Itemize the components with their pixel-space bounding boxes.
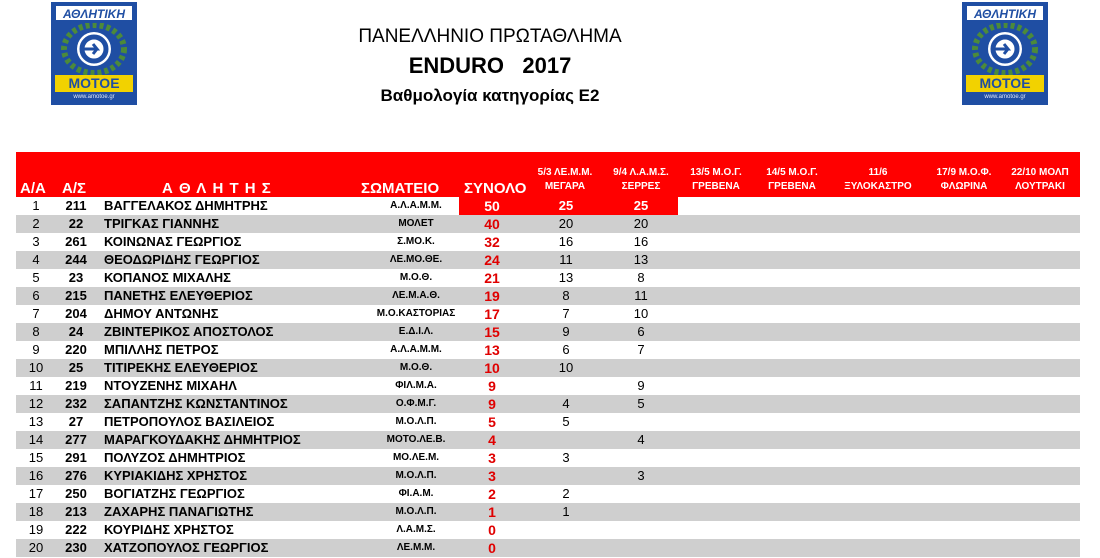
- cell-position: 1: [32, 198, 40, 213]
- cell-club: Μ.Ο.Θ.: [399, 362, 433, 373]
- cell-position: 7: [32, 306, 40, 321]
- cell-position: 8: [32, 324, 40, 339]
- cell-position: 13: [28, 414, 44, 429]
- table-row: [16, 197, 1080, 215]
- cell-number: 232: [65, 396, 87, 411]
- cell-club: Λ.Α.Μ.Σ.: [396, 524, 436, 535]
- cell-number: 25: [68, 360, 84, 375]
- cell-number: 222: [65, 522, 87, 537]
- cell-club: Ο.Φ.Μ.Γ.: [395, 398, 437, 409]
- cell-total: 9: [488, 396, 496, 412]
- cell-position: 9: [32, 342, 40, 357]
- table-header: [16, 152, 1080, 197]
- cell-number: 250: [65, 486, 87, 501]
- cell-position: 14: [28, 432, 44, 447]
- cell-number: 219: [65, 378, 87, 393]
- cell-number: 204: [65, 306, 87, 321]
- cell-event-2: 9: [637, 378, 645, 393]
- logo-url: www.amotoe.gr: [73, 94, 115, 100]
- cell-athlete: ΖΒΙΝΤΕΡΙΚΟΣ ΑΠΟΣΤΟΛΟΣ: [104, 324, 274, 339]
- cell-position: 19: [28, 522, 44, 537]
- col-event: 9/4 Λ.Α.Μ.Σ. ΣΕΡΡΕΣ: [613, 167, 669, 192]
- cell-club: Μ.Ο.Λ.Π.: [395, 416, 437, 427]
- cell-club: ΛΕ.Μ.Α.Θ.: [392, 290, 440, 301]
- table-row: [16, 503, 1080, 521]
- cell-number: 230: [65, 540, 87, 555]
- cell-total: 3: [488, 450, 496, 466]
- cell-total: 3: [488, 468, 496, 484]
- cell-number: 24: [68, 324, 84, 339]
- cell-event-1: 1: [562, 504, 570, 519]
- cell-event-2: 10: [633, 306, 649, 321]
- cell-number: 211: [65, 198, 87, 213]
- cell-number: 22: [68, 216, 84, 231]
- table-row: [16, 431, 1080, 449]
- cell-total: 1: [488, 504, 496, 520]
- cell-position: 17: [28, 486, 44, 501]
- cell-number: 27: [68, 414, 84, 429]
- cell-total: 13: [484, 342, 500, 358]
- cell-total: 4: [488, 432, 496, 448]
- cell-athlete: ΔΗΜΟΥ ΑΝΤΩΝΗΣ: [104, 306, 219, 321]
- standings-table: [16, 152, 1080, 557]
- cell-event-1: 7: [562, 306, 570, 321]
- cell-club: Α.Λ.Α.Μ.Μ.: [390, 344, 442, 355]
- cell-position: 6: [32, 288, 40, 303]
- table-row: [16, 539, 1080, 557]
- cell-event-1: 25: [558, 198, 574, 213]
- cell-athlete: ΧΑΤΖΟΠΟΥΛΟΣ ΓΕΩΡΓΙΟΣ: [104, 540, 269, 555]
- cell-club: ΦΙ.Α.Μ.: [398, 488, 434, 499]
- cell-athlete: ΒΑΓΓΕΛΑΚΟΣ ΔΗΜΗΤΡΗΣ: [104, 198, 268, 213]
- cell-position: 20: [28, 540, 44, 555]
- page-title: ΠΑΝΕΛΛΗΝΙΟ ΠΡΩΤΑΘΛΗΜΑ: [358, 26, 622, 47]
- cell-total: 2: [488, 486, 496, 502]
- cell-total: 0: [488, 522, 496, 538]
- cell-number: 261: [65, 234, 87, 249]
- category-title: Βαθμολογία κατηγορίας Ε2: [380, 86, 600, 105]
- cell-club: ΦΙΛ.Μ.Α.: [395, 380, 437, 391]
- cell-event-1: 13: [558, 270, 574, 285]
- cell-position: 15: [28, 450, 44, 465]
- cell-club: Μ.Ο.Λ.Π.: [395, 506, 437, 517]
- cell-club: Α.Λ.Α.Μ.Μ.: [390, 200, 442, 211]
- cell-athlete: ΜΠΙΛΛΗΣ ΠΕΤΡΟΣ: [104, 342, 219, 357]
- cell-event-2: 11: [634, 288, 648, 303]
- table-row: [16, 305, 1080, 323]
- cell-total: 17: [484, 306, 500, 322]
- cell-event-1: 2: [562, 486, 570, 501]
- cell-club: ΛΕ.Μ.Μ.: [396, 542, 436, 553]
- cell-event-2: 25: [633, 198, 649, 213]
- cell-event-1: 11: [559, 252, 573, 267]
- cell-total: 24: [484, 252, 500, 268]
- col-event: 14/5 Μ.Ο.Γ. ΓΡΕΒΕΝΑ: [766, 167, 818, 192]
- cell-position: 16: [28, 468, 44, 483]
- page-subtitle: ENDURO 2017: [408, 53, 572, 78]
- cell-position: 12: [28, 396, 44, 411]
- cell-position: 10: [28, 360, 44, 375]
- table-row: [16, 251, 1080, 269]
- cell-number: 244: [65, 252, 87, 267]
- cell-event-2: 4: [637, 432, 645, 447]
- cell-athlete: ΜΑΡΑΓΚΟΥΔΑΚΗΣ ΔΗΜΗΤΡΙΟΣ: [104, 432, 301, 447]
- cell-event-2: 16: [633, 234, 649, 249]
- cell-event-1: 4: [562, 396, 570, 411]
- cell-club: Μ.Ο.Θ.: [399, 272, 433, 283]
- cell-club: Μ.Ο.ΚΑΣΤΟΡΙΑΣ: [376, 308, 456, 319]
- cell-event-1: 16: [558, 234, 574, 249]
- cell-total: 40: [484, 216, 500, 232]
- cell-number: 291: [65, 450, 87, 465]
- cell-athlete: ΠΟΛΥΖΟΣ ΔΗΜΗΤΡΙΟΣ: [104, 450, 246, 465]
- cell-total: 21: [484, 270, 500, 286]
- cell-athlete: ΠΕΤΡΟΠΟΥΛΟΣ ΒΑΣΙΛΕΙΟΣ: [104, 414, 275, 429]
- cell-athlete: ΝΤΟΥΖΕΝΗΣ ΜΙΧΑΗΛ: [104, 378, 237, 393]
- col-athlete: Α Θ Λ Η Τ Η Σ: [162, 180, 272, 197]
- cell-position: 4: [32, 252, 40, 267]
- table-row: [16, 287, 1080, 305]
- col-aa: Α/Α: [20, 180, 46, 197]
- col-event: 5/3 ΛΕ.Μ.Μ. ΜΕΓΑΡΑ: [537, 167, 593, 192]
- cell-position: 3: [32, 234, 40, 249]
- logo-top-text: ΑΘΛΗΤΙΚΗ: [55, 5, 133, 21]
- col-as: Α/Σ: [62, 180, 87, 197]
- cell-total: 19: [484, 288, 500, 304]
- cell-position: 2: [32, 216, 40, 231]
- cell-club: ΜΟΛΕΤ: [398, 218, 434, 229]
- table-row: [16, 449, 1080, 467]
- col-event: 13/5 Μ.Ο.Γ. ΓΡΕΒΕΝΑ: [690, 167, 742, 192]
- table-row: [16, 521, 1080, 539]
- cell-athlete: ΒΟΓΙΑΤΖΗΣ ΓΕΩΡΓΙΟΣ: [104, 486, 245, 501]
- cell-event-2: 7: [637, 342, 645, 357]
- cell-total: 5: [488, 414, 496, 430]
- col-total: ΣΥΝΟΛΟ: [464, 180, 527, 197]
- cell-total: 10: [484, 360, 500, 376]
- table-row: [16, 233, 1080, 251]
- cell-number: 276: [65, 468, 87, 483]
- col-event: 22/10 ΜΟΛΠ ΛΟΥΤΡΑΚΙ: [1011, 167, 1069, 192]
- table-row: [16, 485, 1080, 503]
- cell-club: Σ.ΜΟ.Κ.: [397, 236, 435, 247]
- cell-athlete: ΚΟΠΑΝΟΣ ΜΙΧΑΛΗΣ: [104, 270, 231, 285]
- cell-event-2: 13: [633, 252, 649, 267]
- cell-club: Ε.Δ.Ι.Λ.: [398, 326, 434, 337]
- cell-event-2: 3: [637, 468, 645, 483]
- cell-total: 0: [488, 540, 496, 556]
- cell-athlete: ΚΥΡΙΑΚΙΔΗΣ ΧΡΗΣΤΟΣ: [104, 468, 248, 483]
- table-row: [16, 377, 1080, 395]
- cell-athlete: ΤΡΙΓΚΑΣ ΓΙΑΝΝΗΣ: [104, 216, 220, 231]
- cell-event-2: 20: [633, 216, 649, 231]
- cell-total: 9: [488, 378, 496, 394]
- cell-athlete: ΘΕΟΔΩΡΙΔΗΣ ΓΕΩΡΓΙΟΣ: [104, 252, 260, 267]
- cell-athlete: ΣΑΠΑΝΤΖΗΣ ΚΩΝΣΤΑΝΤΙΝΟΣ: [104, 396, 288, 411]
- cell-total: 15: [484, 324, 500, 340]
- table-row: [16, 413, 1080, 431]
- cell-club: Μ.Ο.Λ.Π.: [395, 470, 437, 481]
- cell-number: 213: [65, 504, 87, 519]
- col-club: ΣΩΜΑΤΕΙΟ: [361, 180, 440, 197]
- cell-position: 11: [29, 378, 43, 393]
- cell-event-1: 20: [558, 216, 574, 231]
- cell-athlete: ΖΑΧΑΡΗΣ ΠΑΝΑΓΙΩΤΗΣ: [104, 504, 254, 519]
- table-row: [16, 359, 1080, 377]
- logo-top-text: ΑΘΛΗΤΙΚΗ: [966, 5, 1044, 21]
- cell-number: 215: [65, 288, 87, 303]
- cell-club: ΜΟΤΟ.ΛΕ.Β.: [386, 434, 446, 445]
- cell-total: 50: [484, 198, 500, 214]
- logo-url: www.amotoe.gr: [984, 94, 1026, 100]
- cell-number: 220: [65, 342, 87, 357]
- cell-event-2: 5: [637, 396, 645, 411]
- cell-event-1: 6: [562, 342, 570, 357]
- cell-athlete: ΚΟΥΡΙΔΗΣ ΧΡΗΣΤΟΣ: [104, 522, 234, 537]
- cell-position: 18: [28, 504, 44, 519]
- cell-athlete: ΠΑΝΕΤΗΣ ΕΛΕΥΘΕΡΙΟΣ: [104, 288, 253, 303]
- cell-event-2: 6: [637, 324, 645, 339]
- col-event: 11/6 ΞΥΛΟΚΑΣΤΡΟ: [844, 167, 912, 192]
- cell-club: ΜΟ.ΛΕ.Μ.: [392, 452, 440, 463]
- cell-event-1: 5: [562, 414, 570, 429]
- cell-event-1: 3: [562, 450, 570, 465]
- cell-number: 277: [65, 432, 87, 447]
- cell-club: ΛΕ.ΜΟ.ΘΕ.: [389, 254, 443, 265]
- col-event: 17/9 Μ.Ο.Φ. ΦΛΩΡΙΝΑ: [936, 167, 992, 192]
- table-row: [16, 215, 1080, 233]
- cell-event-1: 9: [562, 324, 570, 339]
- wreath-emblem-icon: [970, 23, 1040, 75]
- cell-event-1: 10: [558, 360, 574, 375]
- table-row: [16, 467, 1080, 485]
- logo-bottom-text: ΜΟΤΟΕ: [966, 75, 1044, 92]
- logo-bottom-text: ΜΟΤΟΕ: [55, 75, 133, 92]
- cell-athlete: ΚΟΙΝΩΝΑΣ ΓΕΩΡΓΙΟΣ: [104, 234, 242, 249]
- cell-number: 23: [68, 270, 84, 285]
- table-row: [16, 323, 1080, 341]
- table-row: [16, 395, 1080, 413]
- table-row: [16, 269, 1080, 287]
- cell-athlete: ΤΙΤΙΡΕΚΗΣ ΕΛΕΥΘΕΡΙΟΣ: [104, 360, 258, 375]
- cell-event-1: 8: [562, 288, 570, 303]
- table-body: [16, 197, 1080, 557]
- cell-position: 5: [32, 270, 40, 285]
- table-row: [16, 341, 1080, 359]
- cell-total: 32: [484, 234, 500, 250]
- cell-event-2: 8: [637, 270, 645, 285]
